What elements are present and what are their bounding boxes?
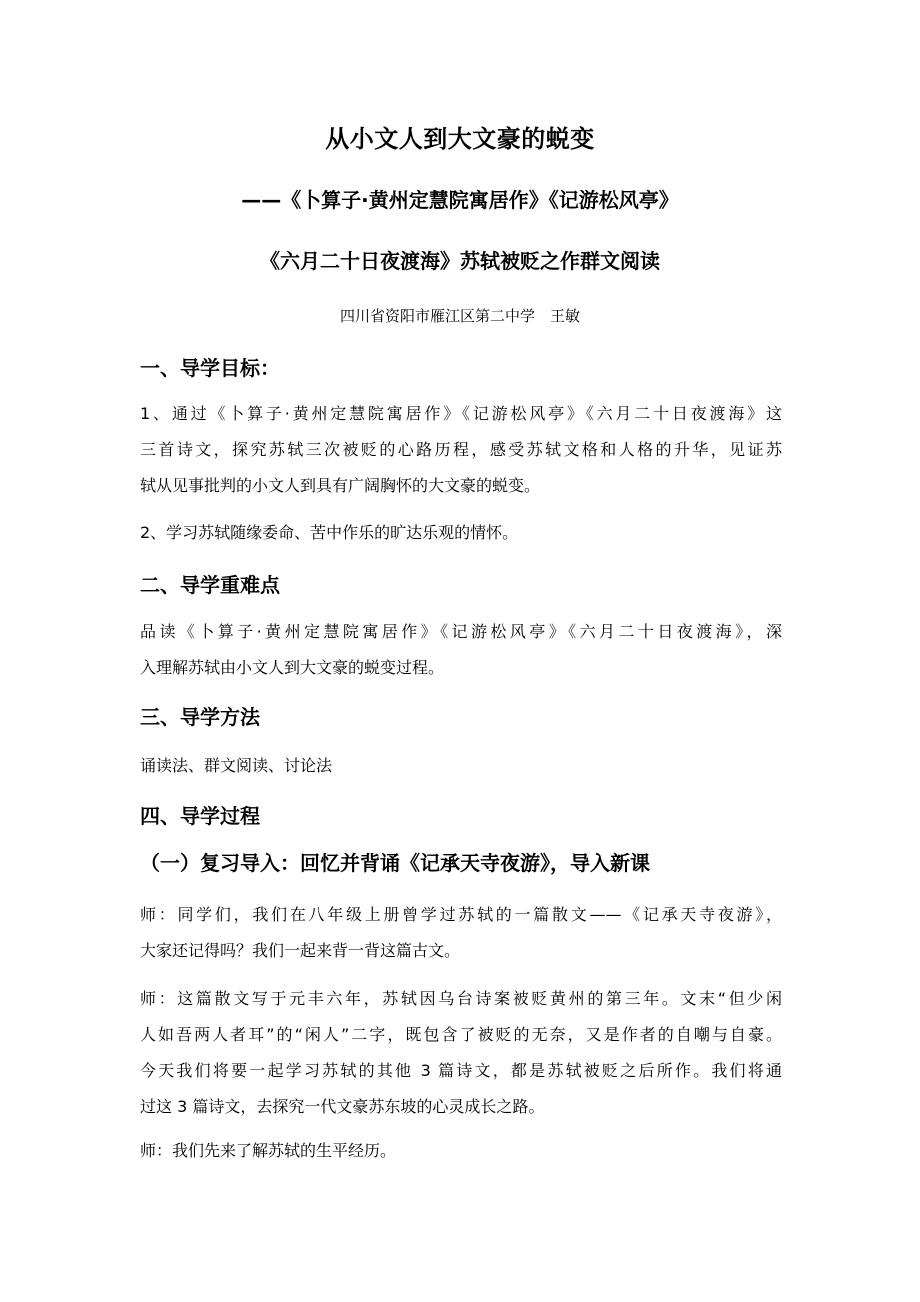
section-heading-objectives: 一、导学目标：	[140, 356, 280, 380]
key-points-paragraph	[140, 614, 782, 686]
methods-paragraph	[140, 748, 782, 784]
process-paragraph-2	[140, 981, 782, 1125]
paragraph-line: 师：这篇散文写于元丰六年，苏轼因乌台诗案被贬黄州的第三年。文末“但少闲	[140, 989, 782, 1008]
document-subtitle-line2: 《六月二十日夜渡海》苏轼被贬之作群文阅读	[260, 249, 660, 273]
objectives-paragraph-2	[140, 515, 782, 551]
paragraph-line: 三首诗文，探究苏轼三次被贬的心路历程，感受苏轼文格和人格的升华，见证苏	[140, 440, 782, 459]
document-title: 从小文人到大文豪的蜕变	[325, 125, 595, 153]
paragraph-line: 今天我们将要一起学习苏轼的其他 3 篇诗文，都是苏轼被贬之后所作。我们将通	[140, 1061, 782, 1080]
section-heading-methods: 三、导学方法	[140, 705, 260, 729]
paragraph-line: 过这 3 篇诗文，去探究一代文豪苏东坡的心灵成长之路。	[140, 1097, 545, 1116]
paragraph-line: 1、通过《卜算子·黄州定慧院寓居作》《记游松风亭》《六月二十日夜渡海》这	[140, 404, 782, 423]
document-subtitle-line1: ——《卜算子·黄州定慧院寓居作》《记游松风亭》	[241, 188, 679, 212]
process-sub-heading: （一）复习导入：回忆并背诵《记承天寺夜游》，导入新课	[140, 851, 650, 875]
paragraph-line: 大家还记得吗？我们一起来背一背这篇古文。	[140, 941, 461, 960]
paragraph-line: 2、学习苏轼随缘委命、苦中作乐的旷达乐观的情怀。	[140, 523, 519, 542]
paragraph-line: 诵读法、群文阅读、讨论法	[140, 756, 333, 775]
paragraph-line: 轼从见事批判的小文人到具有广阔胸怀的大文豪的蜕变。	[140, 476, 541, 495]
paragraph-line: 人如吾两人者耳”的“闲人”二字，既包含了被贬的无奈，又是作者的自嘲与自豪。	[140, 1025, 782, 1044]
paragraph-line: 入理解苏轼由小文人到大文豪的蜕变过程。	[140, 658, 445, 677]
process-paragraph-1	[140, 897, 782, 969]
objectives-paragraph-1	[140, 396, 782, 504]
document-author: 四川省资阳市雁江区第二中学 王敏	[339, 307, 580, 325]
process-paragraph-3	[140, 1133, 782, 1169]
paragraph-line: 品读《卜算子·黄州定慧院寓居作》《记游松风亭》《六月二十日夜渡海》，深	[140, 622, 782, 641]
paragraph-line: 师：同学们，我们在八年级上册曾学过苏轼的一篇散文——《记承天寺夜游》，	[140, 905, 782, 924]
paragraph-line: 师：我们先来了解苏轼的生平经历。	[140, 1141, 397, 1160]
section-heading-key-points: 二、导学重难点	[140, 573, 280, 597]
section-heading-process: 四、导学过程	[140, 804, 260, 828]
